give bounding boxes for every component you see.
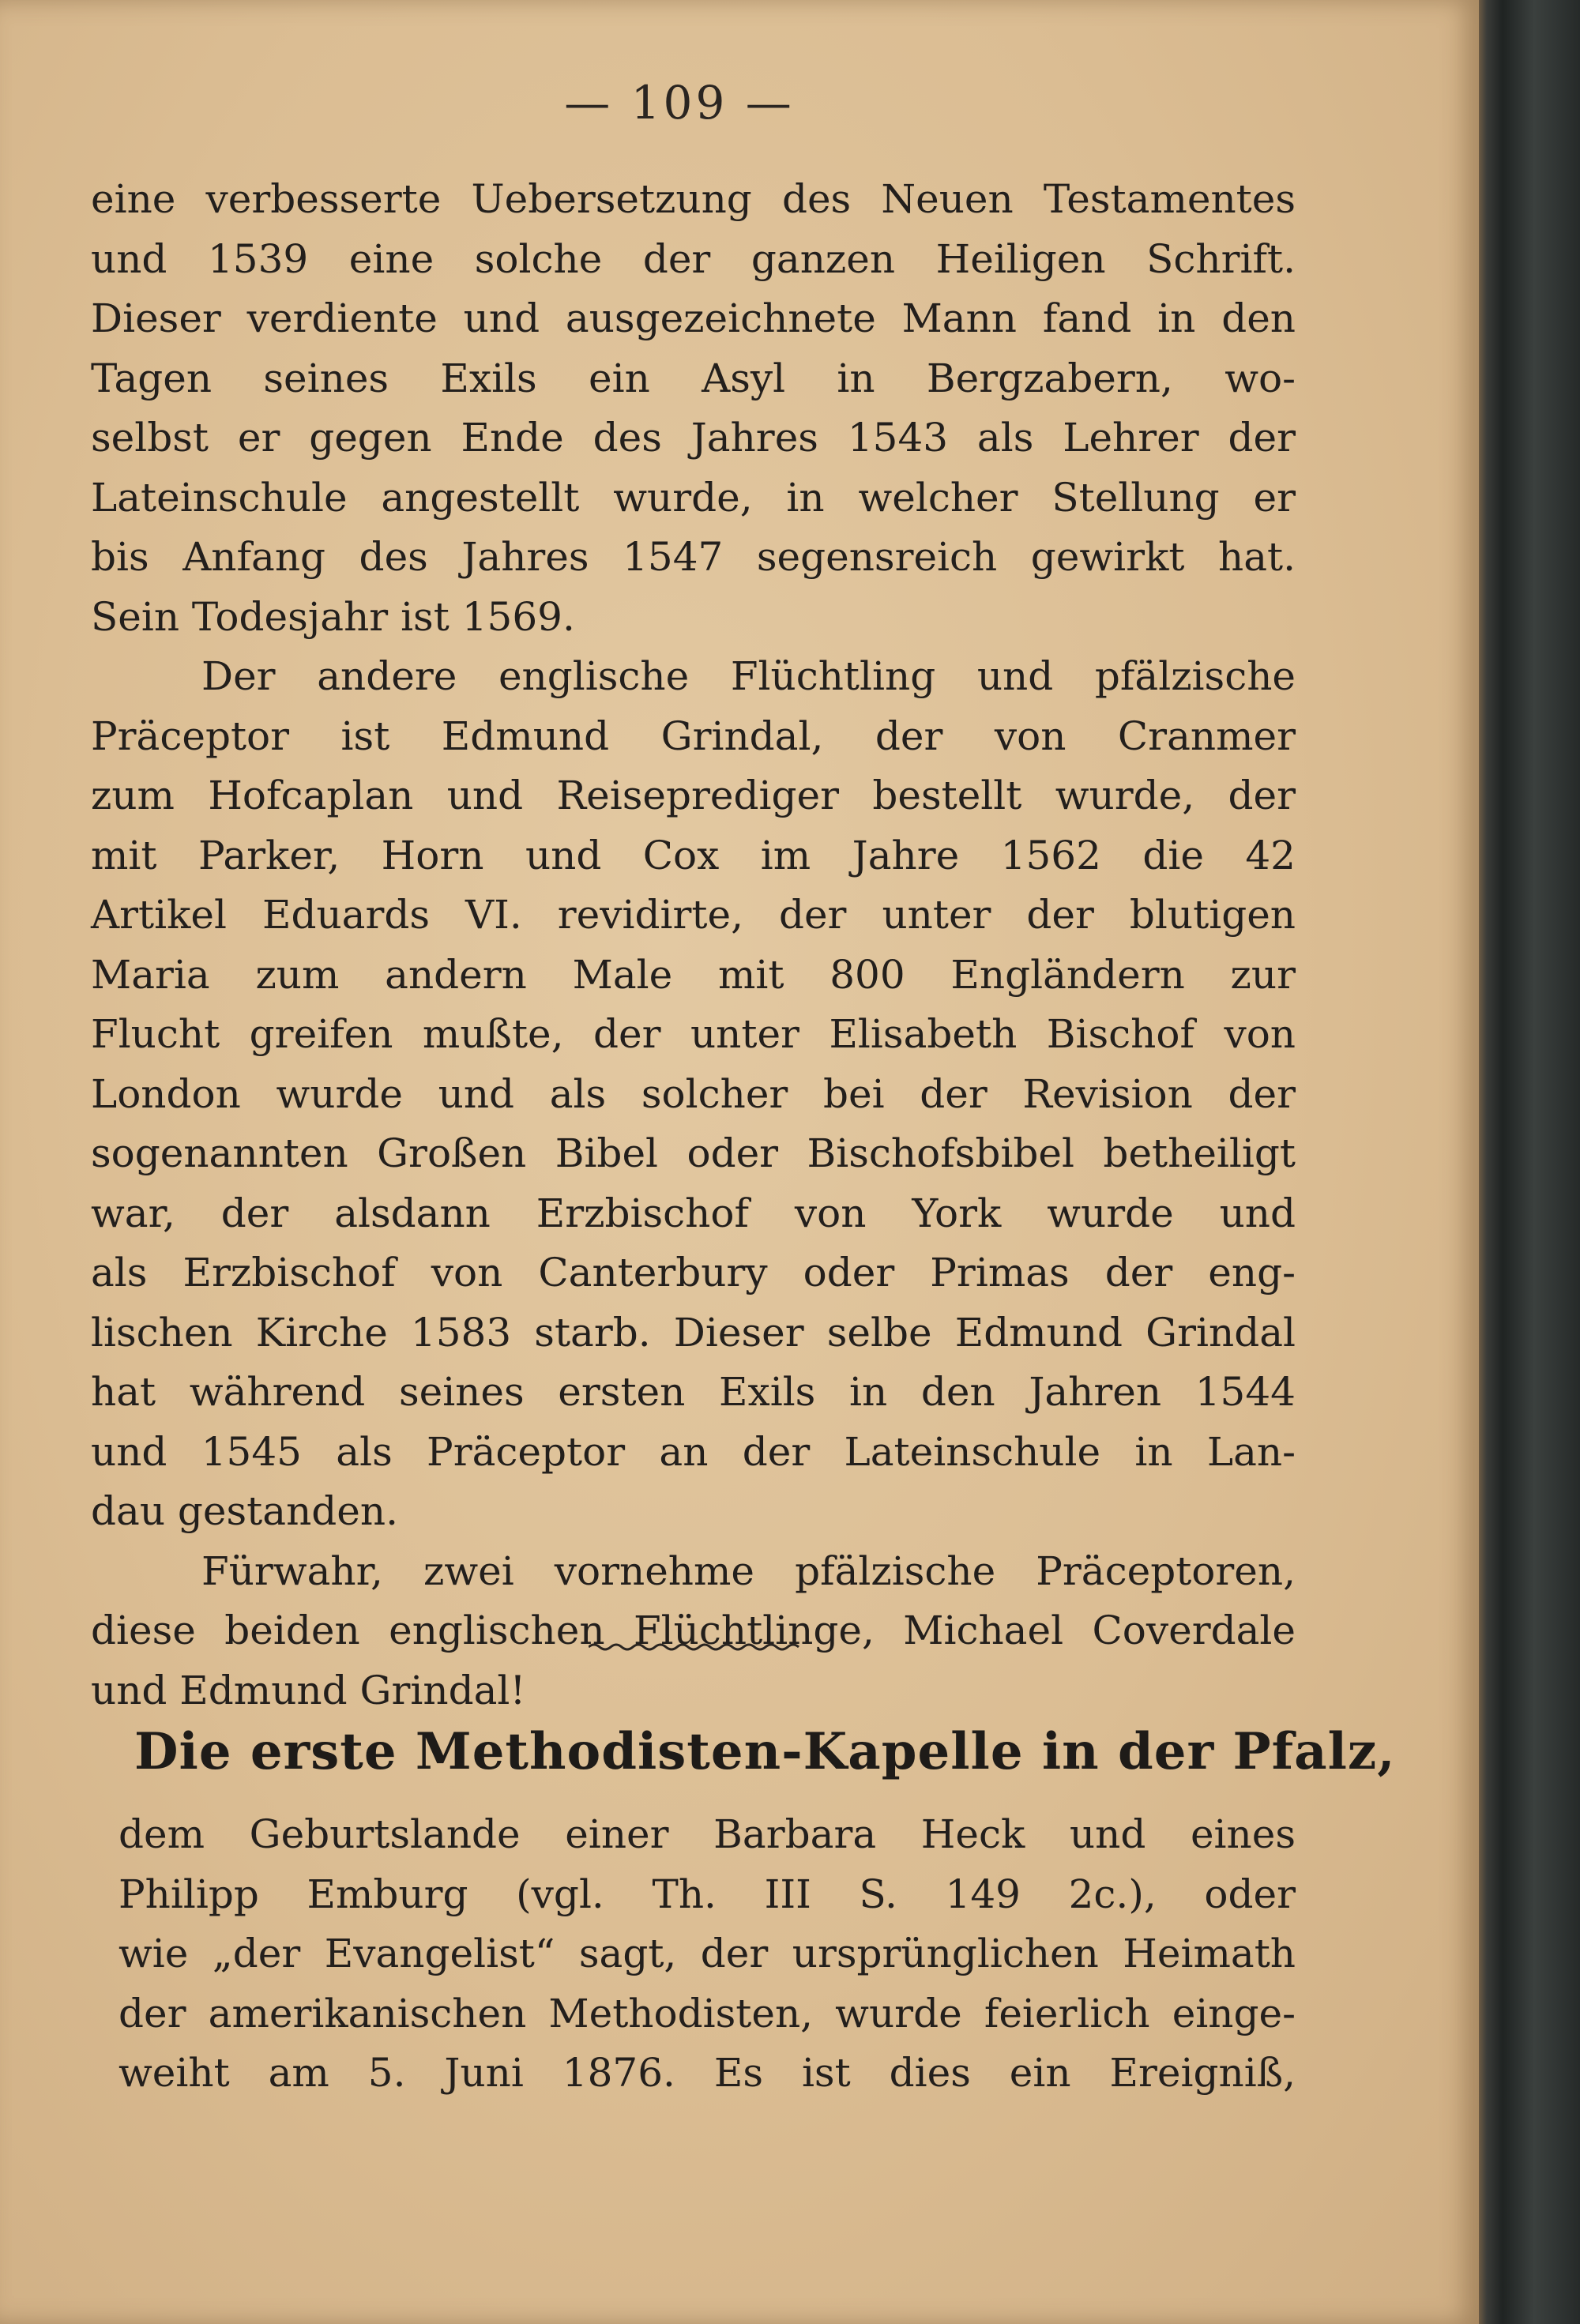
- text-line: sogenannten Großen Bibel oder Bischofsbibel betheiligt: [91, 1130, 1296, 1176]
- text-line: eine verbesserte Uebersetzung des Neuen Testamentes: [91, 176, 1296, 222]
- text-line: Sein Todesjahr ist 1569.: [91, 593, 575, 640]
- section-text: [118, 1805, 1296, 2104]
- text-line: als Erzbischof von Canterbury oder Primas der eng-: [91, 1250, 1296, 1295]
- text-line: mit Parker, Horn und Cox im Jahre 1562 die 42: [91, 832, 1296, 878]
- section-heading: Die erste Methodisten-Kapelle in der Pfalz,: [134, 1722, 1396, 1781]
- text-line: und 1539 eine solche der ganzen Heiligen Schrift.: [91, 235, 1296, 282]
- paragraph-coverdale: [91, 170, 1296, 647]
- text-line: Artikel Eduards VI. revidirte, der unter der blutigen: [91, 892, 1296, 938]
- text-line: Präceptor ist Edmund Grindal, der von Cranmer: [91, 713, 1296, 759]
- text-line: bis Anfang des Jahres 1547 segensreich gewirkt hat.: [91, 534, 1296, 580]
- text-line: Flucht greifen mußte, der unter Elisabeth Bischof von: [91, 1011, 1296, 1057]
- text-line: dem Geburtslande einer Barbara Heck und eines: [118, 1811, 1296, 1857]
- book-spine: [1479, 0, 1580, 2324]
- text-line: hat während seines ersten Exils in den Jahren 1544: [91, 1369, 1296, 1415]
- text-line: wie „der Evangelist“ sagt, der ursprünglichen Heimath: [118, 1931, 1296, 1976]
- page-number: — 109 —: [564, 76, 795, 130]
- text-line: lischen Kirche 1583 starb. Dieser selbe Edmund Grindal: [91, 1309, 1296, 1356]
- text-line: weiht am 5. Juni 1876. Es ist dies ein Ereigniß,: [118, 2050, 1296, 2096]
- paragraph-grindal: [91, 647, 1296, 1542]
- text-line: dau gestanden.: [91, 1488, 398, 1534]
- text-line: zum Hofcaplan und Reiseprediger bestellt wurde, der: [91, 773, 1296, 818]
- body-text: [91, 170, 1296, 1720]
- text-line: und Edmund Grindal!: [91, 1667, 526, 1713]
- text-line: und 1545 als Präceptor an der Lateinschule in Lan-: [91, 1428, 1296, 1475]
- text-line: war, der alsdann Erzbischof von York wurde und: [91, 1190, 1296, 1236]
- paragraph-conclusion: [91, 1542, 1296, 1721]
- text-line: der amerikanischen Methodisten, wurde feierlich einge-: [118, 1990, 1296, 2036]
- text-line: Tagen seines Exils ein Asyl in Bergzabern, wo-: [91, 355, 1296, 401]
- text-line: Der andere englische Flüchtling und pfälzische: [201, 653, 1296, 699]
- text-line: diese beiden englischen Flüchtlinge, Michael Coverdale: [91, 1608, 1296, 1653]
- text-line: London wurde und als solcher bei der Revision der: [91, 1070, 1296, 1117]
- text-line: Maria zum andern Male mit 800 Engländern zur: [91, 951, 1296, 998]
- ornamental-divider: [589, 1639, 802, 1655]
- text-line: Dieser verdiente und ausgezeichnete Mann fand in den: [91, 295, 1296, 341]
- text-line: selbst er gegen Ende des Jahres 1543 als Lehrer der: [91, 415, 1296, 461]
- text-line: Philipp Emburg (vgl. Th. III S. 149 2c.), oder: [118, 1871, 1296, 1917]
- text-line: Lateinschule angestellt wurde, in welcher Stellung er: [91, 474, 1296, 521]
- text-line: Fürwahr, zwei vornehme pfälzische Präceptoren,: [201, 1547, 1296, 1594]
